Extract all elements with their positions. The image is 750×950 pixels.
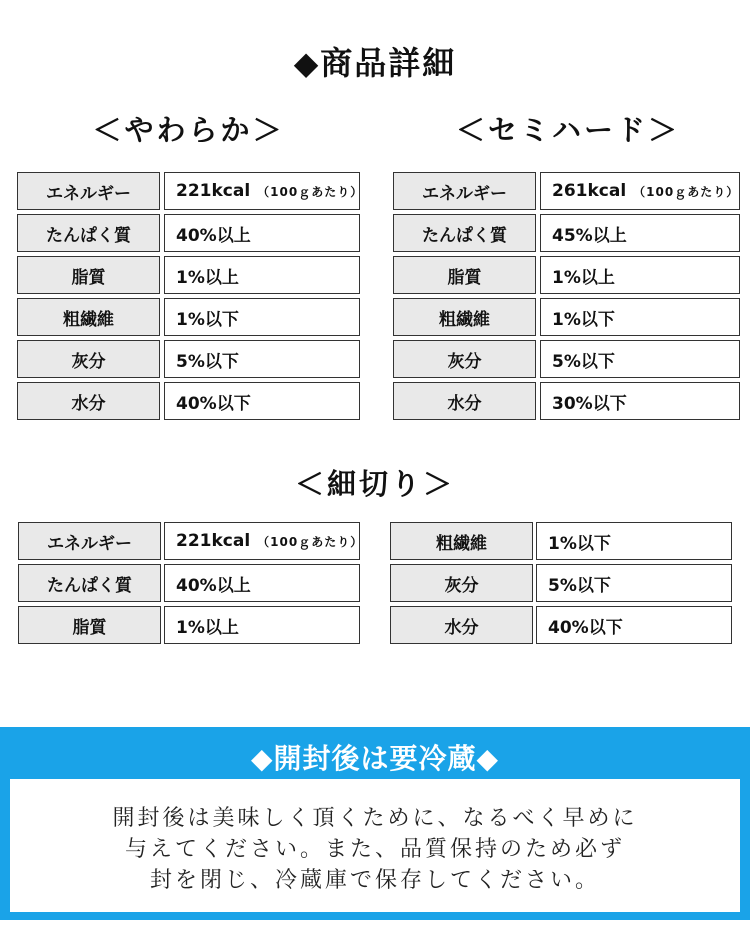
- row-value: 1%以下: [164, 298, 360, 336]
- section-heading-semihard: ＜セミハード＞: [455, 113, 680, 147]
- notice-title: ◆開封後は要冷蔵◆: [250, 742, 500, 775]
- value-text: 221kcal: [176, 181, 251, 201]
- row-label: たんぱく質: [393, 214, 536, 252]
- row-label: 灰分: [393, 340, 536, 378]
- row-label: 粗繊維: [390, 522, 533, 560]
- row-value: [164, 172, 364, 210]
- row-label: たんぱく質: [17, 214, 160, 252]
- value-text: 261kcal: [552, 181, 627, 201]
- row-value: 1%以上: [540, 256, 740, 294]
- row-value: 5%以下: [164, 340, 360, 378]
- row-label: 水分: [393, 382, 536, 420]
- row-value: 1%以上: [164, 256, 360, 294]
- section-heading-hosogiri: ＜細切り＞: [294, 467, 455, 501]
- row-label: エネルギー: [393, 172, 536, 210]
- notice-line: 封を閉じ、冷蔵庫で保存してください。: [149, 868, 600, 893]
- row-value: [540, 172, 740, 210]
- row-label: 脂質: [393, 256, 536, 294]
- row-label: 灰分: [390, 564, 533, 602]
- row-label: 粗繊維: [393, 298, 536, 336]
- row-label: 脂質: [18, 606, 161, 644]
- row-label: 水分: [390, 606, 533, 644]
- row-label: 粗繊維: [17, 298, 160, 336]
- row-value: 1%以下: [536, 522, 732, 560]
- page-title: ◆商品詳細: [293, 44, 457, 82]
- row-label: 水分: [17, 382, 160, 420]
- row-value: 40%以上: [164, 564, 360, 602]
- row-value: 40%以上: [164, 214, 360, 252]
- storage-notice: [0, 727, 750, 920]
- row-value: [164, 522, 364, 560]
- value-text: 221kcal: [176, 531, 251, 551]
- row-value: 40%以下: [164, 382, 360, 420]
- row-value: 40%以下: [536, 606, 732, 644]
- row-value: 1%以下: [540, 298, 740, 336]
- value-note: （100ｇあたり）: [633, 184, 740, 199]
- row-value: 5%以下: [536, 564, 732, 602]
- row-value: 30%以下: [540, 382, 740, 420]
- value-note: （100ｇあたり）: [257, 184, 364, 199]
- row-label: たんぱく質: [18, 564, 161, 602]
- row-label: 灰分: [17, 340, 160, 378]
- notice-line: 開封後は美味しく頂くために、なるべく早めに: [112, 806, 638, 831]
- value-note: （100ｇあたり）: [257, 534, 364, 549]
- row-value: 45%以上: [540, 214, 740, 252]
- notice-line: 与えてください。また、品質保持のため必ず: [124, 837, 625, 862]
- row-label: 脂質: [17, 256, 160, 294]
- row-value: 1%以上: [164, 606, 360, 644]
- row-value: 5%以下: [540, 340, 740, 378]
- row-label: エネルギー: [18, 522, 161, 560]
- section-heading-yawaraka: ＜やわらか＞: [92, 113, 285, 147]
- notice-body: [10, 779, 740, 912]
- row-label: エネルギー: [17, 172, 160, 210]
